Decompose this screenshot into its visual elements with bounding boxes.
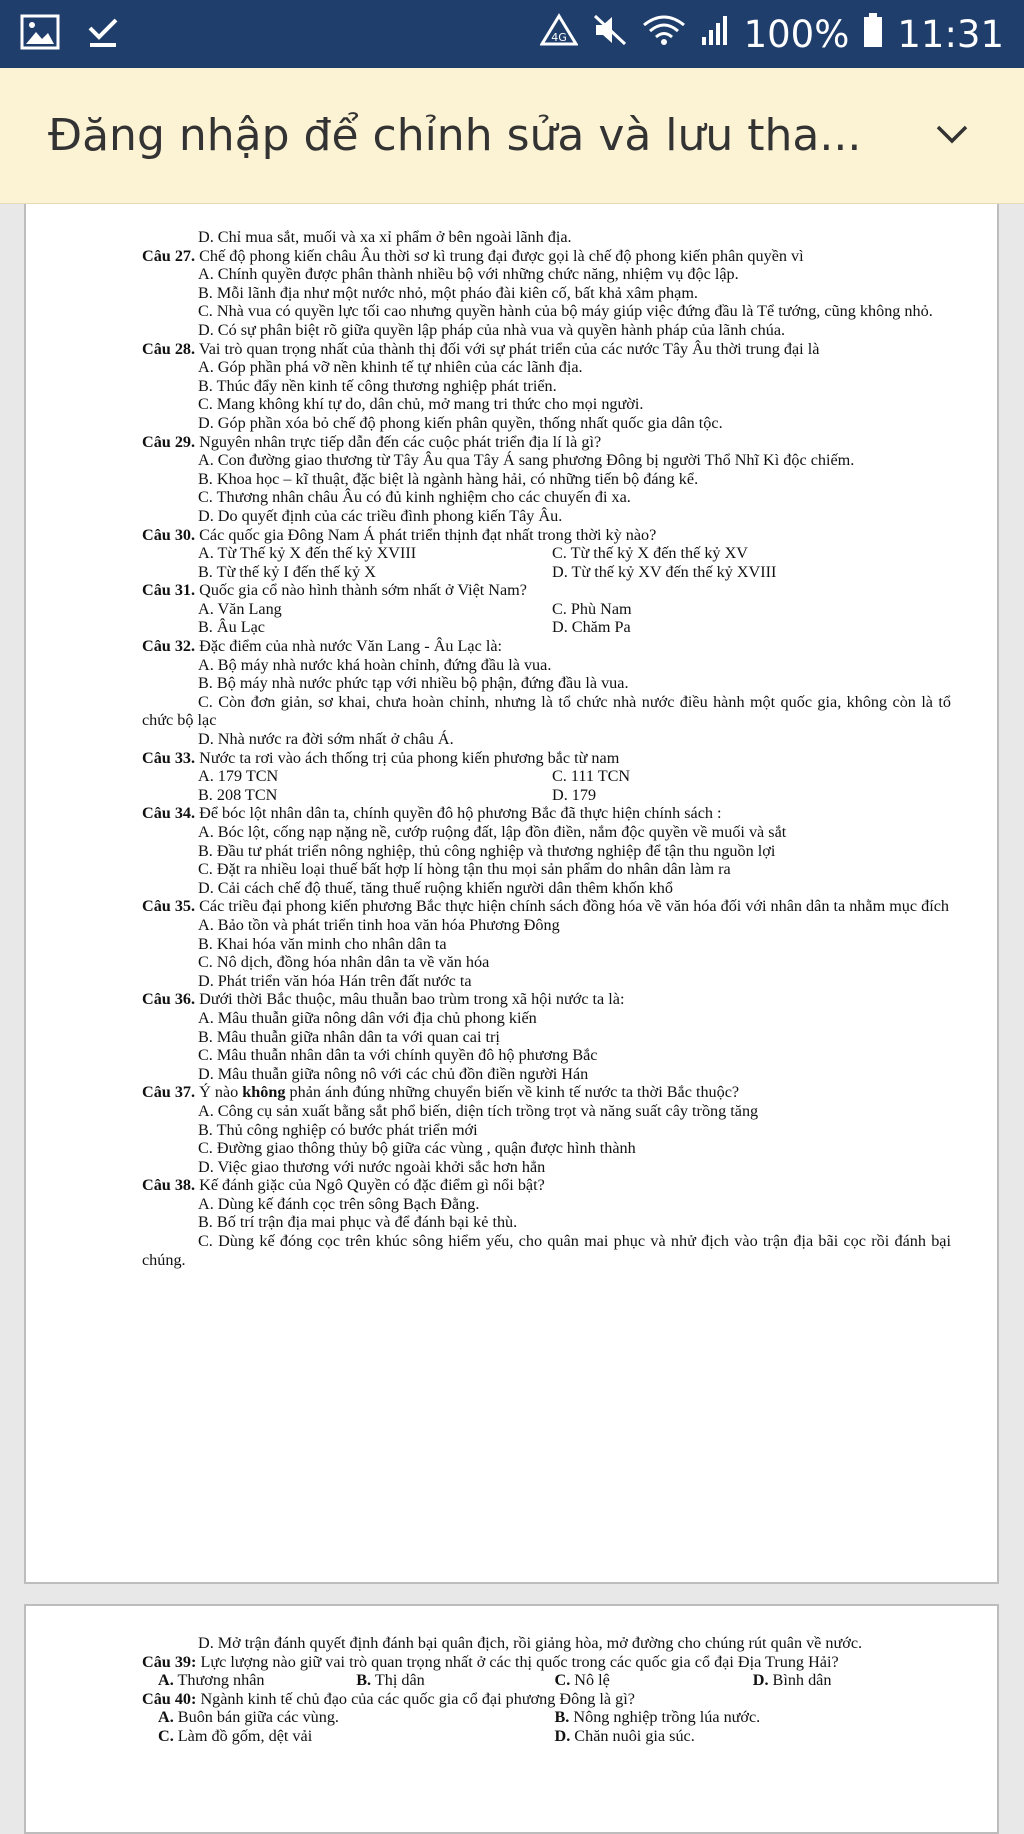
option-a (158, 1708, 555, 1727)
option-text: A. Bóc lột, cống nạp nặng nề, cướp ruộng đất, lập đồn điền, nắm độc quyền về muối và sắt (198, 823, 787, 841)
option-text: D. Phát triển văn hóa Hán trên đất nước ta (198, 971, 472, 990)
option-text: C. Từ thế kỷ X đến thế kỷ XV (552, 544, 748, 563)
option-text: Nô lệ (570, 1671, 610, 1690)
question-label: Câu 38. (142, 1176, 196, 1195)
download-done-icon (86, 14, 120, 55)
question-label: Câu 30. (142, 525, 196, 544)
option-row (142, 563, 951, 582)
option-text: C. Đường giao thông thủy bộ giữa các vùng , quận được hình thành (198, 1139, 636, 1158)
option-row (142, 618, 951, 637)
question-label: Câu 35. (142, 897, 196, 916)
question-27 (142, 247, 951, 266)
option-text: B. Khai hóa văn minh cho nhân dân ta (198, 934, 447, 953)
option-text: C. Mang không khí tự do, dân chủ, mở mang tri thức cho mọi người. (198, 395, 644, 414)
option-label: C. (158, 1726, 174, 1745)
question-29 (142, 433, 951, 452)
option-text: D. Chăm Pa (552, 618, 631, 637)
option-label: D. (752, 1671, 769, 1690)
option-label: A. (158, 1671, 174, 1690)
clock: 11:31 (897, 12, 1004, 56)
option-c (158, 1727, 555, 1746)
option-text: A. Văn Lang (198, 599, 282, 618)
option-text: Thương nhân (173, 1671, 265, 1690)
option-text: C. Nô dịch, đồng hóa nhân dân ta về văn hóa (198, 953, 490, 972)
option-text: D. Nhà nước ra đời sớm nhất ở châu Á. (198, 730, 454, 749)
option-a (158, 1671, 356, 1690)
option-text: B. Thủ công nghiệp có bước phát triển mới (198, 1120, 478, 1139)
option-row (142, 1671, 951, 1690)
question-text: Lực lượng nào giữ vai trò quan trọng nhất ở các thị quốc trong các quốc gia cổ đại Địa Trung Hải? (196, 1652, 839, 1671)
battery-percent: 100% (743, 12, 850, 56)
image-icon (20, 14, 60, 55)
chevron-down-icon[interactable] (932, 119, 972, 152)
banner-text[interactable]: Đăng nhập để chỉnh sửa và lưu tha... (48, 110, 862, 161)
question-39 (142, 1653, 951, 1672)
question-31 (142, 581, 951, 600)
option-label: B. (356, 1671, 372, 1690)
option-text: D. Do quyết định của các triều đình phong kiến Tây Âu. (198, 506, 563, 525)
option-text: C. Còn đơn giản, sơ khai, chưa hoàn chỉnh, nhưng là tổ chức nhà nước điều hành một quốc gia, không còn là tổ chức bộ lạc (142, 692, 951, 730)
option-text: C. Mâu thuẫn nhân dân ta với chính quyền đô hộ phương Bắc (198, 1046, 598, 1065)
option-text: C. Đặt ra nhiều loại thuế bất hợp lí hòng tận thu mọi sản phẩm do nhân dân làm ra (198, 860, 731, 879)
option-text: A. Dùng kế đánh cọc trên sông Bạch Đằng. (198, 1194, 480, 1213)
option-label: C. (554, 1671, 571, 1690)
option-text: A. Chính quyền được phân thành nhiều bộ với những chức năng, nhiệm vụ độc lập. (198, 265, 739, 284)
option-text: B. Mâu thuẫn giữa nhân dân ta với quan cai trị (198, 1027, 500, 1046)
svg-text:4G: 4G (550, 30, 567, 44)
question-text: Đặc điểm của nhà nước Văn Lang - Âu Lạc là: (195, 637, 503, 656)
question-36 (142, 990, 951, 1009)
option-b (555, 1708, 952, 1727)
option-text: B. Mỗi lãnh địa như một nước nhỏ, một pháo đài kiên cố, bất khả xâm phạm. (198, 283, 698, 302)
option-text: B. Thúc đẩy nền kinh tế công thương nghiệp phát triển. (198, 376, 557, 395)
option-c (555, 1671, 753, 1690)
question-text: Quốc gia cổ nào hình thành sớm nhất ở Việt Nam? (195, 581, 527, 600)
option-text: A. Công cụ sản xuất bằng sắt phổ biến, diện tích trồng trọt và năng suất cây trồng tăng (198, 1101, 759, 1120)
question-text: Các quốc gia Đông Nam Á phát triển thịnh đạt nhất trong thời kỳ nào? (195, 525, 657, 544)
option-label: A. (158, 1708, 174, 1727)
option-text: C. Dùng kế đóng cọc trên khúc sông hiểm yếu, cho quân mai phục và nhử địch vào trận địa bãi cọc rồi đánh bại chúng. (142, 1232, 951, 1269)
option-d (753, 1671, 951, 1690)
option-label: D. (554, 1726, 571, 1745)
question-text: Để bóc lột nhân dân ta, chính quyền đô hộ phương Bắc đã thực hiện chính sách : (195, 804, 722, 823)
question-label: Câu 27. (142, 246, 196, 265)
question-label: Câu 36. (142, 990, 196, 1009)
option-text: A. Góp phần phá vỡ nền khinh tế tự nhiên của các lãnh địa. (198, 358, 583, 377)
option-text: D. Từ thế kỷ XV đến thế kỷ XVIII (552, 562, 777, 581)
document-page-1[interactable] (24, 204, 999, 1584)
option-text: C. Thương nhân châu Âu có đủ kinh nghiệm cho các chuyến đi xa. (198, 488, 631, 507)
question-label: Câu 29. (142, 432, 196, 451)
option-text: D. Việc giao thương với nước ngoài khởi sắc hơn hẳn (198, 1157, 546, 1176)
option-text: B. Âu Lạc (198, 618, 265, 637)
question-text: Dưới thời Bắc thuộc, mâu thuẫn bao trùm trong xã hội nước ta là: (195, 990, 625, 1009)
question-40 (142, 1690, 951, 1709)
option-label: B. (554, 1708, 570, 1727)
option-text: Làm đồ gốm, dệt vải (173, 1726, 313, 1745)
question-30 (142, 526, 951, 545)
option-text: B. Bộ máy nhà nước phức tạp với nhiều bộ phận, đứng đầu là vua. (198, 674, 629, 693)
status-bar (0, 0, 1024, 68)
option-text: B. Từ thế kỷ I đến thế kỷ X (198, 562, 376, 581)
option-text: B. 208 TCN (198, 785, 278, 804)
question-label: Câu 28. (142, 339, 196, 358)
option-row (142, 1727, 951, 1746)
signal-icon (700, 13, 730, 56)
option-text: D. Góp phần xóa bỏ chế độ phong kiến phân quyền, thống nhất quốc gia dân tộc. (198, 413, 723, 432)
option-text: C. Phù Nam (552, 599, 632, 618)
question-34 (142, 804, 951, 823)
question-label: Câu 32. (142, 637, 196, 656)
option-text: A. Bộ máy nhà nước khá hoàn chỉnh, đứng đầu là vua. (198, 655, 552, 674)
option-text: Thị dân (371, 1671, 425, 1690)
question-label: Câu 37. (142, 1083, 196, 1102)
question-text: Chế độ phong kiến châu Âu thời sơ kì trung đại được gọi là chế độ phong kiến phân quyền vì (195, 246, 804, 265)
mute-icon (592, 13, 628, 56)
question-emphasis: không (242, 1083, 286, 1102)
option-text: A. Mâu thuẫn giữa nông dân với địa chủ phong kiến (198, 1008, 537, 1027)
option-d (555, 1727, 952, 1746)
question-text: Nước ta rơi vào ách thống trị của phong kiến phương bắc từ nam (195, 748, 620, 767)
option-text: C. Nhà vua có quyền lực tối cao nhưng quyền hành của bộ máy giúp việc đứng đầu là Tể tướng, cũng không nhỏ. (198, 302, 933, 321)
option-text: A. 179 TCN (198, 767, 279, 786)
option-text: B. Đầu tư phát triển nông nghiệp, thủ công nghiệp và thương nghiệp để tận thu nguồn lợi (198, 841, 776, 860)
question-label: Câu 34. (142, 804, 196, 823)
option-b (356, 1671, 554, 1690)
option-text: Bình dân (768, 1671, 832, 1690)
question-33 (142, 749, 951, 768)
option-row (142, 544, 951, 563)
question-label: Câu 40: (142, 1689, 197, 1708)
option-text: D. Có sự phân biệt rõ giữa quyền lập pháp của nhà vua và quyền hành pháp của lãnh chúa. (198, 320, 786, 339)
option-text: A. Con đường giao thương từ Tây Âu qua Tây Á sang phương Đông bị người Thổ Nhĩ Kì độc chiếm. (198, 451, 855, 470)
question-35 (142, 897, 951, 916)
option-row (142, 767, 951, 786)
question-label: Câu 31. (142, 581, 196, 600)
option-text: B. Khoa học – kĩ thuật, đặc biệt là ngành hàng hải, có những tiến bộ đáng kể. (198, 469, 699, 488)
question-text: Ngành kinh tế chủ đạo của các quốc gia cổ đại phương Đông là gì? (196, 1689, 635, 1708)
option-row (142, 786, 951, 805)
battery-icon (863, 12, 883, 57)
question-text: Ý nào (195, 1083, 243, 1102)
option-text: D. Chỉ mua sắt, muối và xa xỉ phẩm ở bên ngoài lãnh địa. (198, 228, 572, 246)
question-text: Các triều đại phong kiến phương Bắc thực hiện chính sách đồng hóa về văn hóa đối với nhân dân ta nhằm mục đích (195, 897, 949, 916)
option-row (142, 600, 951, 619)
question-37 (142, 1083, 951, 1102)
question-label: Câu 39: (142, 1652, 197, 1671)
question-32 (142, 637, 951, 656)
question-28 (142, 340, 951, 359)
option-text: D. Mở trận đánh quyết định đánh bại quân địch, rồi giảng hòa, mở đường cho chúng rút quân về nước. (198, 1634, 863, 1652)
option-text: B. Bố trí trận địa mai phục và để đánh bại kẻ thù. (198, 1213, 518, 1232)
option-text: D. Mâu thuẫn giữa nông nô với các chủ đồn điền người Hán (198, 1064, 589, 1083)
question-text: Nguyên nhân trực tiếp dẫn đến các cuộc phát triển địa lí là gì? (195, 432, 602, 451)
option-text: Chăn nuôi gia súc. (570, 1726, 695, 1745)
question-38 (142, 1176, 951, 1195)
wifi-icon (642, 13, 686, 56)
option-text: D. Cải cách chế độ thuế, tăng thuế ruộng khiến người dân thêm khốn khổ (198, 878, 673, 897)
option-text: Buôn bán giữa các vùng. (173, 1708, 339, 1727)
question-text: Vai trò quan trọng nhất của thành thị đối với sự phát triển của các nước Tây Âu thời trung đại là (195, 339, 820, 358)
question-text: phản ánh đúng những chuyển biến về kinh tế nước ta thời Bắc thuộc? (285, 1083, 740, 1102)
option-text: Nông nghiệp trồng lúa nước. (569, 1708, 761, 1727)
option-text: A. Bảo tồn và phát triển tinh hoa văn hóa Phương Đông (198, 915, 560, 934)
warning-icon (540, 13, 578, 56)
document-page-2[interactable] (24, 1604, 999, 1834)
question-text: Kế đánh giặc của Ngô Quyền có đặc điểm gì nổi bật? (195, 1176, 545, 1195)
option-text: D. 179 (552, 785, 597, 804)
option-text: C. 111 TCN (552, 767, 631, 786)
sign-in-banner[interactable] (0, 68, 1024, 204)
question-label: Câu 33. (142, 748, 196, 767)
option-text: A. Từ Thế kỷ X đến thế kỷ XVIII (198, 544, 417, 563)
option-row (142, 1708, 951, 1727)
